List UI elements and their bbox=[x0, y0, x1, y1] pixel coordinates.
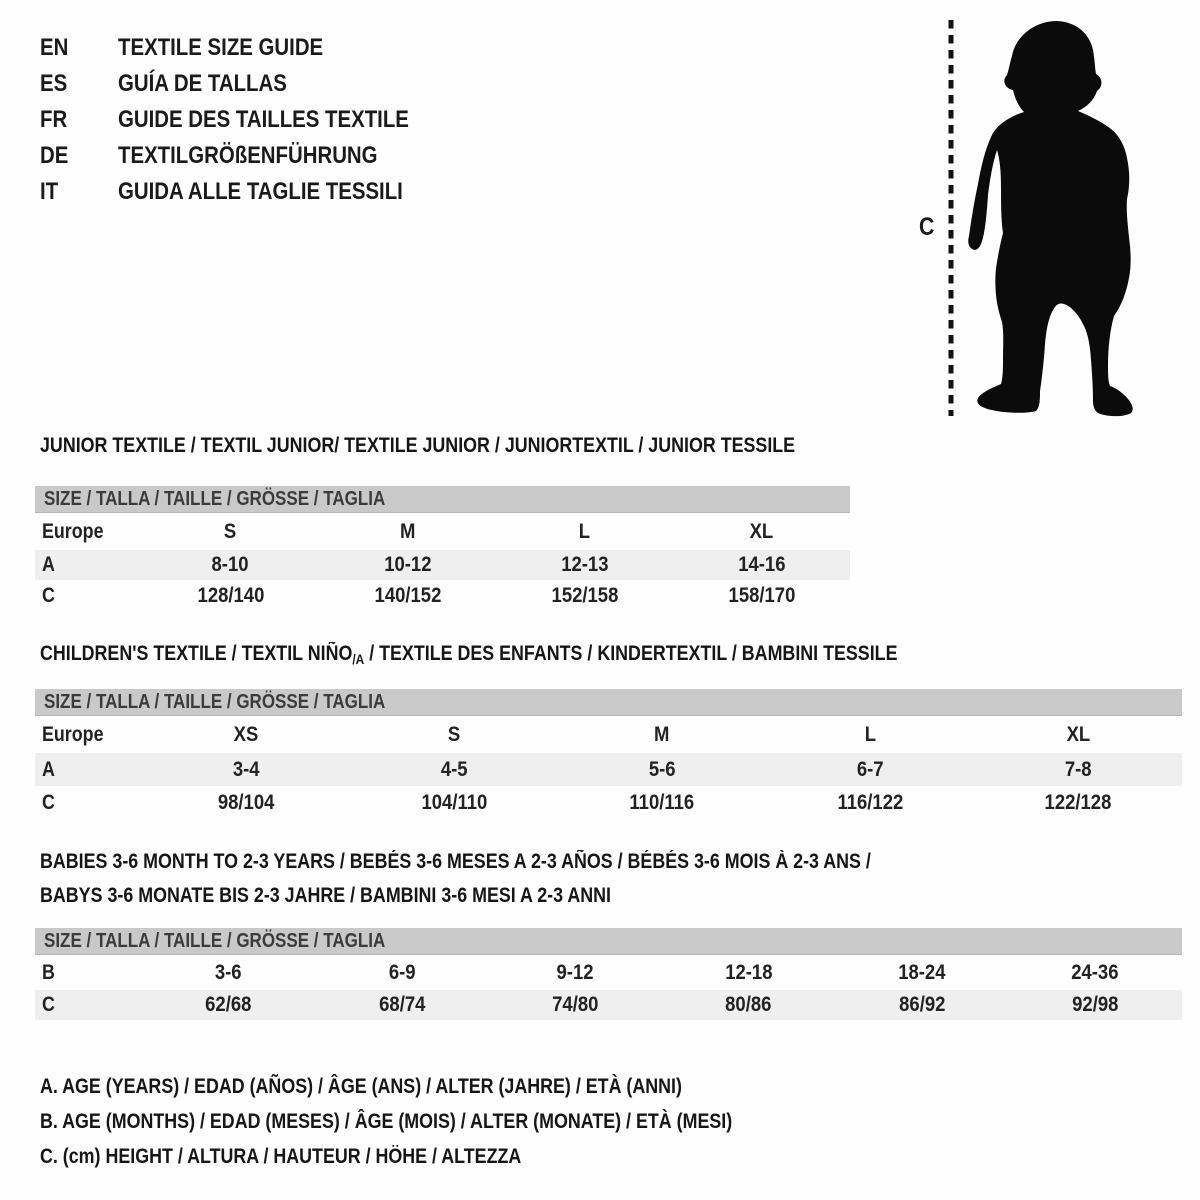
children-section-title-text bbox=[40, 642, 897, 671]
junior-row-a bbox=[35, 550, 850, 580]
legend-age-years-text: A. AGE (YEARS) / EDAD (AÑOS) / ÂGE (ANS) / ALTER (JAHRE) / ETÀ (ANNI) bbox=[40, 1074, 682, 1098]
language-code: DE bbox=[40, 142, 69, 169]
size-cell: 122/128 bbox=[1044, 790, 1112, 814]
language-code: EN bbox=[40, 34, 69, 61]
language-code: FR bbox=[40, 106, 68, 133]
size-cell: 128/140 bbox=[197, 584, 264, 607]
babies-title-line1-text: BABIES 3-6 MONTH TO 2-3 YEARS / BEBÉS 3-6 MESES A 2-3 AÑOS / BÉBÉS 3-6 MOIS À 2-3 ANS / bbox=[40, 850, 871, 873]
size-header-bar bbox=[35, 689, 1182, 716]
language-row bbox=[40, 30, 460, 66]
toddler-silhouette-icon bbox=[968, 21, 1132, 416]
language-code: ES bbox=[40, 70, 68, 97]
size-cell: 158/170 bbox=[728, 584, 795, 607]
row-label: C bbox=[42, 584, 55, 607]
size-cell: 4-5 bbox=[440, 757, 468, 781]
babies-size-table bbox=[35, 928, 1182, 1020]
children-row-europe bbox=[35, 716, 1182, 753]
language-row bbox=[40, 102, 460, 138]
size-cell: S bbox=[447, 722, 461, 746]
size-cell: 110/116 bbox=[629, 790, 695, 814]
babies-section-title-line2 bbox=[40, 884, 712, 908]
size-cell: 10-12 bbox=[383, 553, 432, 576]
language-row bbox=[40, 138, 460, 174]
size-cell: 104/110 bbox=[421, 790, 487, 814]
legend-height-cm bbox=[40, 1139, 854, 1174]
language-guide-title: TEXTILGRÖßENFÜHRUNG bbox=[118, 142, 378, 169]
babies-row-c bbox=[35, 990, 1182, 1020]
size-cell: 86/92 bbox=[898, 993, 946, 1016]
language-guide-title: GUIDE DES TAILLES TEXTILE bbox=[118, 106, 409, 133]
size-cell: 92/98 bbox=[1072, 993, 1119, 1016]
language-row bbox=[40, 66, 460, 102]
size-cell: 5-6 bbox=[648, 757, 676, 781]
size-cell: M bbox=[399, 519, 416, 543]
junior-row-c bbox=[35, 580, 850, 612]
size-cell: 74/80 bbox=[552, 993, 599, 1016]
size-cell: 24-36 bbox=[1071, 960, 1119, 984]
size-cell: XS bbox=[233, 722, 259, 746]
babies-row-b bbox=[35, 955, 1182, 990]
row-label: A bbox=[42, 757, 55, 781]
babies-section-title-line1 bbox=[40, 850, 1018, 874]
size-cell: 80/86 bbox=[725, 993, 772, 1016]
size-cell: 3-6 bbox=[215, 960, 243, 984]
size-cell: 152/158 bbox=[551, 584, 618, 607]
size-cell: M bbox=[654, 722, 670, 746]
size-cell: 14-16 bbox=[737, 553, 786, 576]
row-label: C bbox=[42, 790, 55, 814]
size-cell: 12-13 bbox=[560, 553, 609, 576]
baby-figure bbox=[900, 0, 1200, 430]
children-title-subscript: /A bbox=[352, 651, 365, 667]
junior-section-title bbox=[40, 434, 928, 458]
legend-age-months-text: B. AGE (MONTHS) / EDAD (MESES) / ÂGE (MOIS) / ALTER (MONATE) / ETÀ (MESI) bbox=[40, 1109, 733, 1133]
size-cell: 18-24 bbox=[898, 960, 946, 984]
row-label: Europe bbox=[42, 519, 104, 543]
children-size-table bbox=[35, 689, 1182, 819]
babies-title-line2-text: BABYS 3-6 MONATE BIS 2-3 JAHRE / BAMBINI 3-6 MESI A 2-3 ANNI bbox=[40, 884, 611, 907]
size-cell: L bbox=[578, 519, 591, 543]
size-cell: 12-18 bbox=[725, 960, 773, 984]
size-cell: 140/152 bbox=[374, 584, 441, 607]
size-cell: 6-7 bbox=[856, 757, 884, 781]
children-title-part: / TEXTILE DES ENFANTS / KINDERTEXTIL / BAMBINI TESSILE bbox=[364, 642, 898, 665]
size-header-bar bbox=[35, 486, 850, 513]
junior-section-title-text: JUNIOR TEXTILE / TEXTIL JUNIOR/ TEXTILE JUNIOR / JUNIORTEXTIL / JUNIOR TESSILE bbox=[40, 434, 796, 457]
size-cell: 68/74 bbox=[378, 993, 426, 1016]
size-cell: L bbox=[864, 722, 876, 746]
legend bbox=[40, 1069, 854, 1174]
language-code: IT bbox=[40, 178, 59, 205]
language-title-list bbox=[40, 30, 460, 210]
children-title-part: CHILDREN'S TEXTILE / TEXTIL NIÑO bbox=[40, 642, 353, 665]
language-guide-title: GUIDA ALLE TAGLIE TESSILI bbox=[118, 178, 403, 205]
legend-height-cm-text: C. (cm) HEIGHT / ALTURA / HAUTEUR / HÖHE / ALTEZZA bbox=[40, 1144, 522, 1168]
junior-size-table bbox=[35, 486, 850, 612]
size-cell: 6-9 bbox=[388, 960, 416, 984]
size-cell: 116/122 bbox=[837, 790, 903, 814]
size-header-bar bbox=[35, 928, 1182, 955]
size-cell: 62/68 bbox=[205, 993, 252, 1016]
row-label: Europe bbox=[42, 722, 104, 746]
figure-height-label bbox=[919, 213, 937, 242]
row-label: A bbox=[42, 553, 55, 576]
figure-height-label-text: C bbox=[919, 213, 935, 241]
language-row bbox=[40, 174, 460, 210]
legend-age-months bbox=[40, 1104, 854, 1139]
children-row-c bbox=[35, 786, 1182, 819]
size-header-label: SIZE / TALLA / TAILLE / GRÖSSE / TAGLIA bbox=[44, 930, 386, 952]
size-cell: 98/104 bbox=[217, 790, 275, 814]
size-cell: S bbox=[224, 519, 237, 543]
size-cell: 8-10 bbox=[212, 553, 249, 576]
legend-age-years bbox=[40, 1069, 854, 1104]
size-cell: 3-4 bbox=[232, 757, 260, 781]
size-cell: XL bbox=[749, 519, 774, 543]
size-cell: XL bbox=[1066, 722, 1090, 746]
size-header-label: SIZE / TALLA / TAILLE / GRÖSSE / TAGLIA bbox=[44, 488, 386, 510]
language-guide-title: TEXTILE SIZE GUIDE bbox=[118, 34, 324, 61]
size-header-label: SIZE / TALLA / TAILLE / GRÖSSE / TAGLIA bbox=[44, 691, 386, 713]
size-cell: 9-12 bbox=[556, 960, 594, 984]
row-label: C bbox=[42, 993, 55, 1016]
row-label: B bbox=[42, 960, 55, 984]
children-section-title bbox=[40, 642, 1049, 671]
junior-row-europe bbox=[35, 513, 850, 550]
children-row-a bbox=[35, 753, 1182, 786]
language-guide-title: GUÍA DE TALLAS bbox=[118, 70, 287, 97]
size-cell: 7-8 bbox=[1064, 757, 1092, 781]
